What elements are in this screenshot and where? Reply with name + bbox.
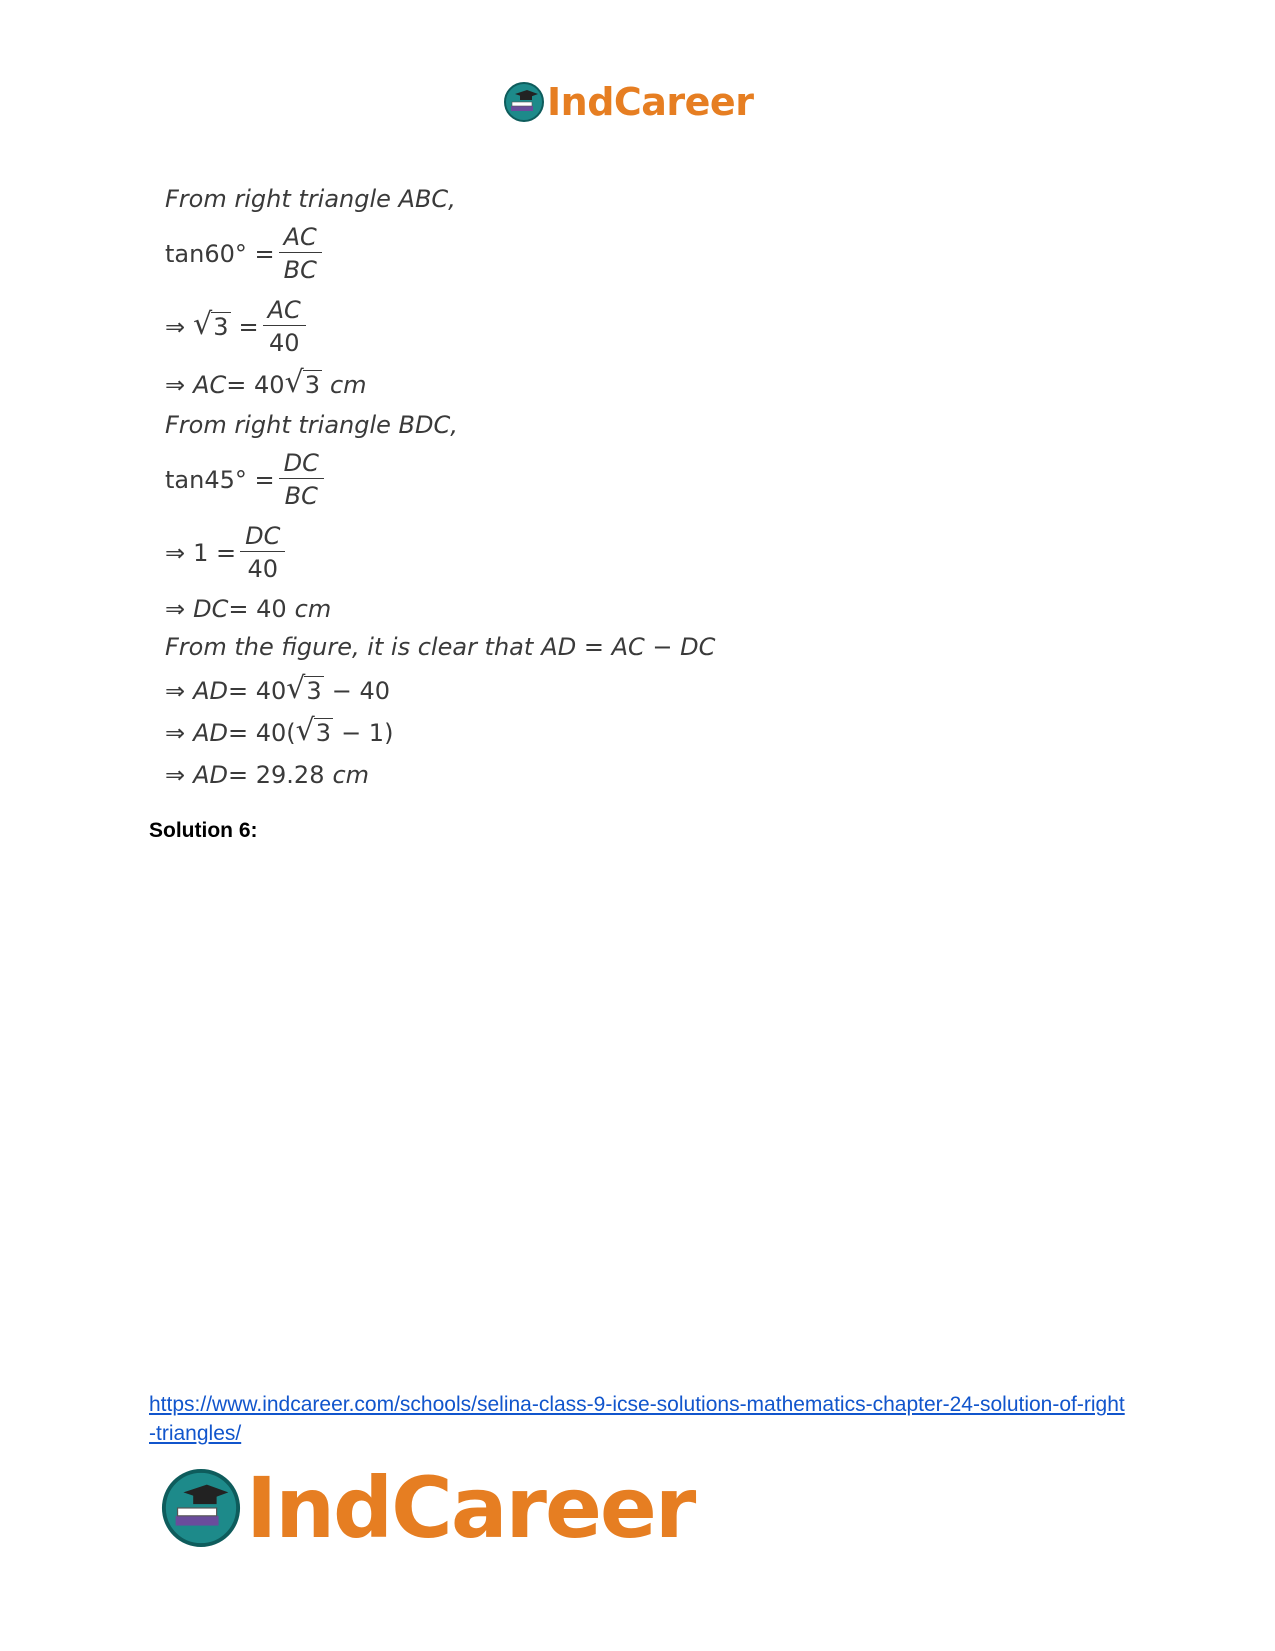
math-line-3: ⇒ √ 3 = $\frac{AC}{40}$ xyxy=(165,298,310,355)
math-line-9: From the figure, it is clear that AD = AC − DC xyxy=(165,633,716,661)
footer-logo xyxy=(160,1458,695,1557)
header-logo xyxy=(503,80,753,124)
footer-logo-text: IndCareer xyxy=(246,1458,695,1557)
source-url-link[interactable]: https://www.indcareer.com/schools/selina-class-9-icse-solutions-mathematics-chapter-24-solution-of-right-triangles/ xyxy=(149,1393,1125,1445)
header-logo-text: IndCareer xyxy=(547,80,754,124)
math-line-5: From right triangle BDC, xyxy=(165,411,458,439)
square-root: √ 3 xyxy=(286,671,322,706)
graduation-cap-books-globe-icon xyxy=(160,1467,242,1549)
fraction: $\frac{AC}{BC}$ xyxy=(279,225,322,282)
fraction: $\frac{AC}{40}$ xyxy=(263,298,306,355)
math-line-2: tan60° = $\frac{AC}{BC}$ xyxy=(165,225,326,282)
square-root: √ 3 xyxy=(295,713,332,748)
solution-heading: Solution 6: xyxy=(149,819,258,842)
math-line-7: ⇒ 1 = $\frac{DC}{40}$ xyxy=(165,524,289,581)
math-line-1: From right triangle ABC, xyxy=(165,185,456,213)
square-root: √ 3 xyxy=(284,365,320,400)
graduation-cap-books-globe-icon xyxy=(503,81,545,123)
math-line-4: ⇒ AC = 40 √ 3 cm xyxy=(165,365,367,400)
fraction: $\frac{DC}{40}$ xyxy=(240,524,285,581)
math-line-11: ⇒ AD = 40( √ 3 − 1) xyxy=(165,713,394,748)
square-root: √ 3 xyxy=(193,306,229,342)
math-line-8: ⇒ DC = 40 cm xyxy=(165,595,332,623)
fraction: $\frac{DC}{BC}$ xyxy=(279,451,324,508)
math-line-10: ⇒ AD = 40 √ 3 − 40 xyxy=(165,671,390,706)
math-line-6: tan45° = $\frac{DC}{BC}$ xyxy=(165,451,328,508)
math-line-12: ⇒ AD = 29.28 cm xyxy=(165,761,370,789)
